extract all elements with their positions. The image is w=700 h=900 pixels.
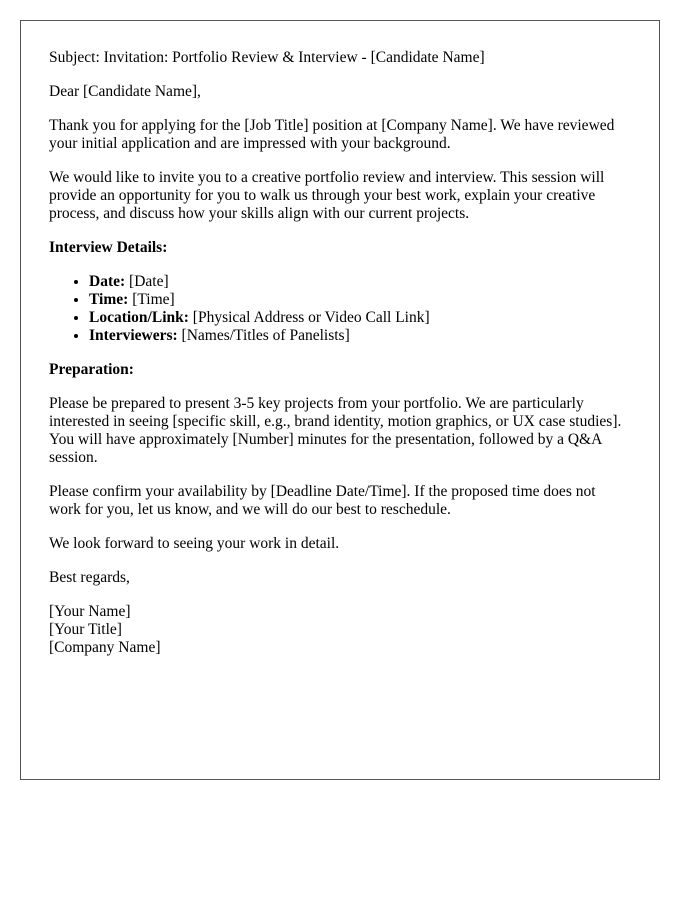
details-label-time: Time: bbox=[89, 291, 129, 308]
signature-company: [Company Name] bbox=[49, 639, 161, 656]
details-label-date: Date: bbox=[89, 273, 126, 290]
letter-paragraph-preparation: Please be prepared to present 3-5 key projects from your portfolio. We are particularly interested in seeing [specific skill, e.g., brand identity, motion graphics, or UX case studies]. You will have approximately [Number] minutes for the presentation, followed by a Q&A session. bbox=[49, 395, 622, 466]
interview-details-heading: Interview Details: bbox=[49, 239, 168, 256]
letter-paragraph-confirm: Please confirm your availability by [Deadline Date/Time]. If the proposed time does not work for you, let us know, and we will do our best to reschedule. bbox=[49, 483, 596, 518]
details-item-time bbox=[89, 291, 631, 309]
preparation-heading: Preparation: bbox=[49, 361, 134, 378]
details-value-interviewers: [Names/Titles of Panelists] bbox=[177, 327, 350, 344]
signature-block bbox=[49, 603, 631, 657]
interview-details-list bbox=[49, 273, 631, 345]
letter-closing: Best regards, bbox=[49, 569, 130, 586]
letter-document bbox=[20, 20, 660, 780]
letter-paragraph-intro: Thank you for applying for the [Job Title] position at [Company Name]. We have reviewed your initial application and are impressed with your background. bbox=[49, 117, 615, 152]
details-label-location: Location/Link: bbox=[89, 309, 189, 326]
details-label-interviewers: Interviewers: bbox=[89, 327, 178, 344]
details-value-date: [Date] bbox=[125, 273, 169, 290]
letter-greeting: Dear [Candidate Name], bbox=[49, 83, 201, 100]
letter-paragraph-lookforward: We look forward to seeing your work in detail. bbox=[49, 535, 340, 552]
letter-subject: Subject: Invitation: Portfolio Review & Interview - [Candidate Name] bbox=[49, 49, 485, 66]
details-value-time: [Time] bbox=[128, 291, 175, 308]
signature-name: [Your Name] bbox=[49, 603, 131, 620]
details-item-interviewers bbox=[89, 327, 631, 345]
details-value-location: [Physical Address or Video Call Link] bbox=[188, 309, 430, 326]
letter-paragraph-invitation: We would like to invite you to a creative portfolio review and interview. This session will provide an opportunity for you to walk us through your best work, explain your creative process, and discuss how your skills align with our current projects. bbox=[49, 169, 605, 222]
details-item-date bbox=[89, 273, 631, 291]
details-item-location bbox=[89, 309, 631, 327]
signature-title: [Your Title] bbox=[49, 621, 122, 638]
